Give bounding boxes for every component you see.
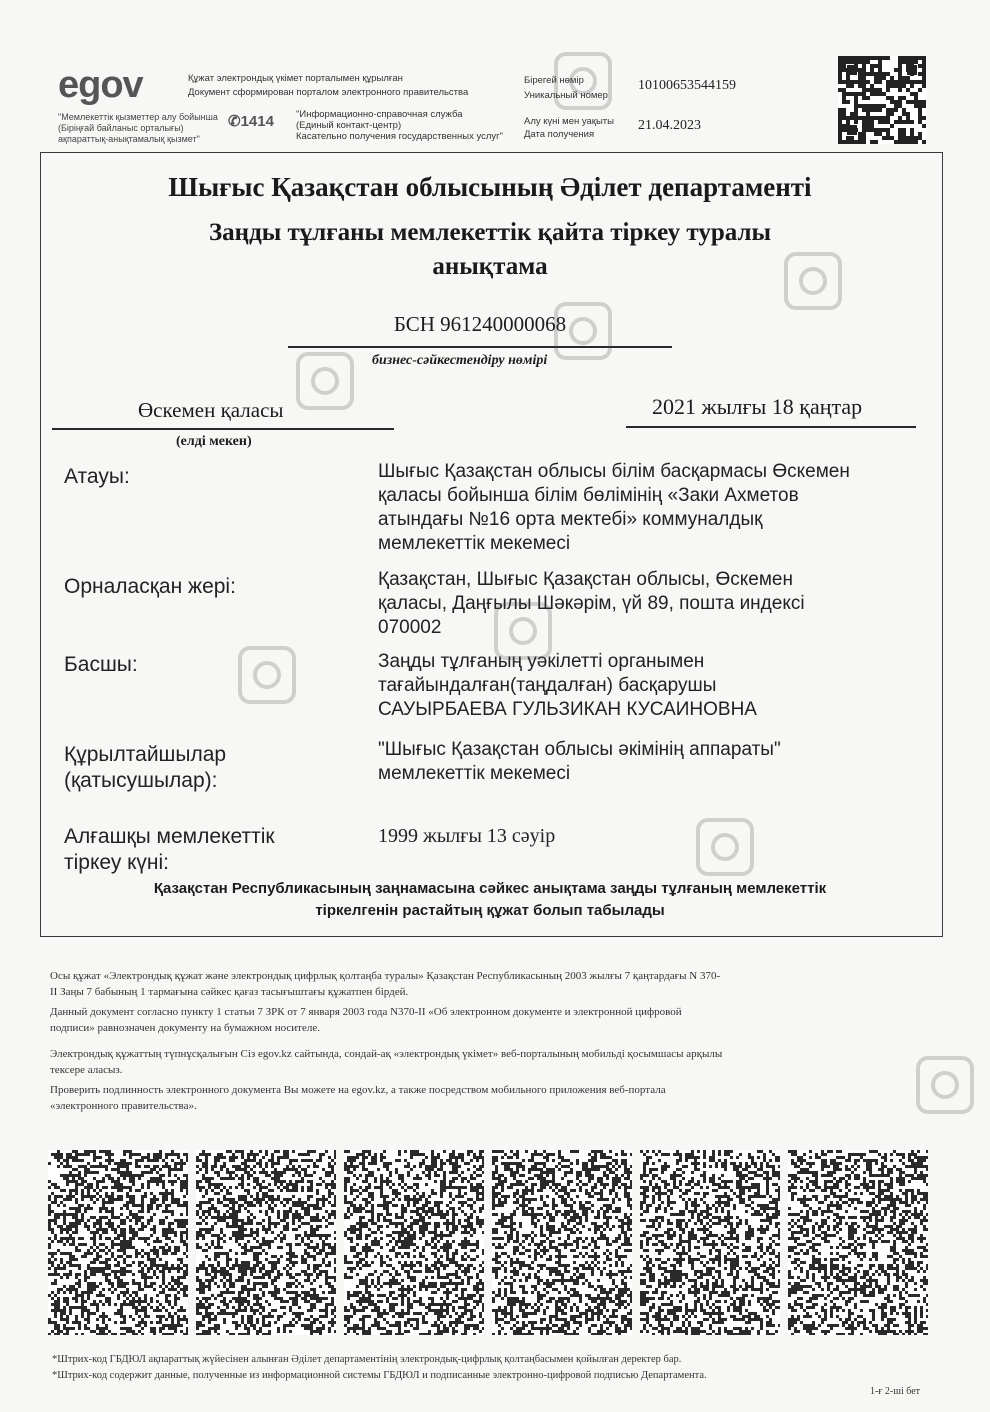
city-underline — [52, 428, 394, 430]
page-number: 1-ғ 2-ші бет — [870, 1386, 921, 1397]
barcode-note-ru: *Штрих-код содержит данные, полученные из информационной системы ГБДЮЛ и подписанные электронно-цифровой подписью Департамента. — [52, 1370, 707, 1381]
date-underline — [626, 426, 916, 428]
field-value-first-registration: 1999 жылғы 13 сәуір — [378, 825, 556, 847]
bsn-number: БСН 961240000068 — [393, 312, 567, 336]
field-label-name: Атауы: — [64, 465, 130, 488]
egov-logo: egov — [58, 64, 143, 106]
ornament-watermark — [548, 46, 618, 116]
service-ru-3: Касательно получения государственных услуг" — [296, 131, 503, 142]
barcode-1 — [48, 1150, 188, 1335]
unique-label-ru: Уникальный номер — [524, 90, 608, 101]
registration-date: 2021 жылғы 18 қаңтар — [652, 394, 863, 419]
service-ru-2: (Единый контакт-центр) — [296, 120, 402, 131]
legal-text: Осы құжат «Электрондық құжат және электрондық цифрлық қолтаңба туралы» Қазақстан Республикасының 2003 жылғы 7 қаңтардағы N 370- II Заңы 7 бабының 1 тармағына сәйкес қағаз тасығыштағы құжатпен бірдей. Данный документ согласно пункту 1 статьи 7 ЗРК от 7 января 2003 года N370-II «Об электронном документе и электронной цифровой подписи» равнозначен документу на бумажном носителе. Электрондық құжаттың түпнұсқалығын Сіз egov.kz сайтында, сондай-ақ «электрондық үкімет» веб-порталының мобильді қосымшасы арқылы тексере аласыз. Проверить подлинность электронного документа Вы можете на egov.kz, а также посредством мобильного приложения веб-портала «электронного правительства». — [50, 970, 723, 1112]
city: Өскемен қаласы — [138, 398, 284, 422]
portal-ru: Документ сформирован порталом электронного правительства — [188, 87, 469, 98]
logo-subtitle: "Мемлекеттік қызметтер алу бойынша (Біріңғай байланыс орталығы) ақпараттық-анықтамалық қызмет" — [58, 112, 218, 144]
barcode-note-kz: *Штрих-код ГБДЮЛ ақпараттық жүйесінен алынған Әділет департаментінің электрондық-цифрлық қолтаңбасымен қойылған деректер бар. — [52, 1354, 682, 1365]
department-title: Шығыс Қазақстан облысының Әділет департаменті — [168, 172, 812, 202]
ornament-watermark — [290, 346, 360, 416]
unique-label-kz: Бірегей нөмір — [524, 75, 584, 86]
ornament-watermark — [232, 640, 302, 710]
field-label-location: Орналасқан жері: — [64, 575, 236, 598]
bsn-caption: бизнес-сәйкестендіру нөмірі — [372, 353, 548, 368]
barcode-6 — [788, 1150, 928, 1335]
ornament-watermark — [910, 1050, 980, 1120]
barcode-4 — [492, 1150, 632, 1335]
date-label-kz: Алу күні мен уақыты — [524, 116, 614, 127]
field-label-founders: Құрылтайшылар (қатысушылар): — [64, 743, 227, 792]
barcode-3 — [344, 1150, 484, 1335]
phone-icon: ✆ — [228, 113, 241, 130]
field-value-name: Шығыс Қазақстан облысы білім басқармасы Өскемен қаласы бойынша білім бөлімінің «Заки Ахметов атындағы №16 орта мектебі» коммуналдық мемлекеттік мекемесі — [378, 461, 850, 554]
service-ru-1: "Информационно-справочная служба — [296, 109, 463, 120]
phone-number: ✆1414 — [228, 113, 274, 130]
barcode-5 — [640, 1150, 780, 1335]
document-title: Заңды тұлғаны мемлекеттік қайта тіркеу туралы анықтама — [208, 219, 772, 280]
ornament-watermark — [548, 296, 618, 366]
field-label-head: Басшы: — [64, 653, 138, 676]
portal-kz: Құжат электрондық үкімет порталымен құрылған — [188, 73, 403, 84]
barcode-2 — [196, 1150, 336, 1335]
field-label-first-registration: Алғашқы мемлекеттік тіркеу күні: — [64, 825, 275, 874]
date-label-ru: Дата получения — [524, 129, 595, 140]
ornament-watermark — [778, 246, 848, 316]
field-value-location: Қазақстан, Шығыс Қазақстан облысы, Өскемен қаласы, Даңғылы Шәкәрім, үй 89, пошта индексі 070002 — [378, 569, 805, 638]
field-value-founders: "Шығыс Қазақстан облысы әкімінің аппараты" мемлекеттік мекемесі — [378, 739, 781, 784]
unique-number: 10100653544159 — [638, 78, 736, 93]
closing-statement: Қазақстан Республикасының заңнамасына сәйкес анықтама заңды тұлғаның мемлекеттік тіркелгенін растайтың құжат болып табылады — [153, 880, 827, 919]
field-value-head: Заңды тұлғаның уәкілетті органымен тағайындалған(таңдалған) басқарушы САУЫРБАЕВА ГУЛЬЗИКАН КУСАИНОВНА — [378, 651, 757, 720]
city-caption: (елді мекен) — [176, 434, 252, 449]
receive-date: 21.04.2023 — [638, 118, 701, 133]
ornament-watermark — [690, 812, 760, 882]
ornament-watermark — [488, 596, 558, 666]
qr-code — [838, 56, 926, 144]
